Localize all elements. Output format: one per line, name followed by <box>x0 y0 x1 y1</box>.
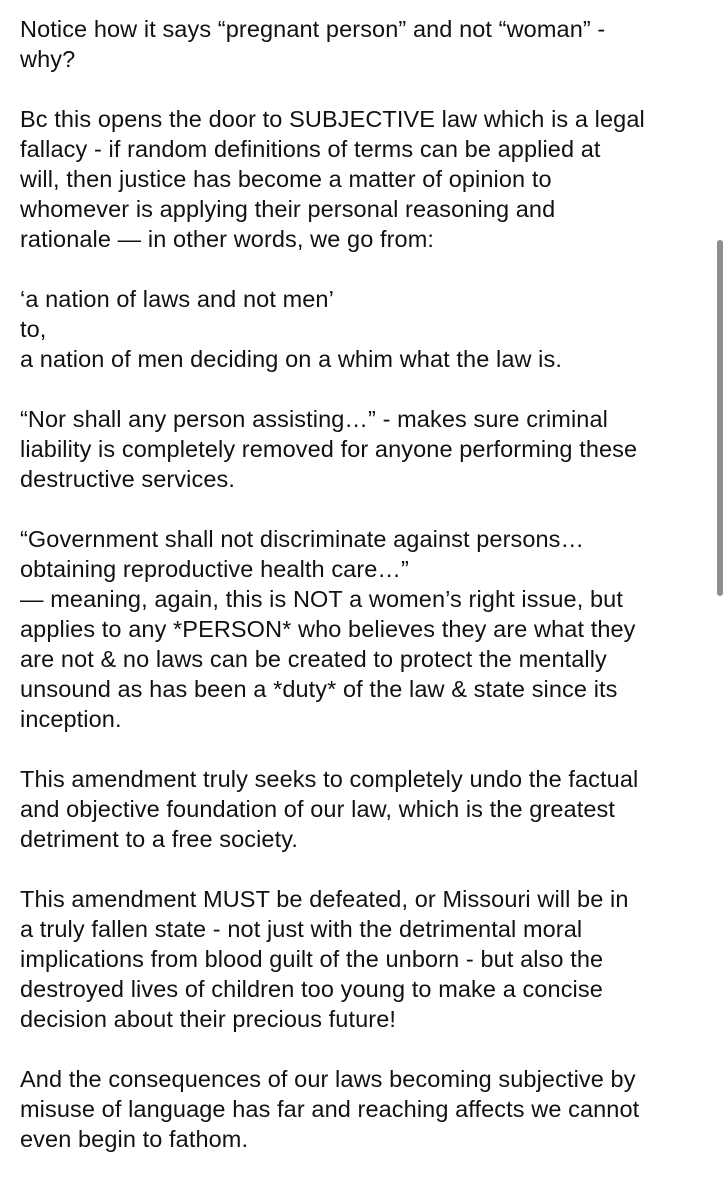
text-line: to, <box>20 316 47 342</box>
text-line: Notice how it says “pregnant person” and not “woman” - <box>20 16 606 42</box>
text-line: applies to any *PERSON* who believes they are what they <box>20 616 636 642</box>
text-line: obtaining reproductive health care…” <box>20 556 409 582</box>
post-text <box>20 14 710 1184</box>
text-line: and objective foundation of our law, which is the greatest <box>20 796 615 822</box>
text-line: This amendment MUST be defeated, or Missouri will be in <box>20 886 629 912</box>
paragraph <box>20 884 710 1034</box>
text-line: destructive services. <box>20 466 235 492</box>
text-line: whomever is applying their personal reasoning and <box>20 196 556 222</box>
paragraph <box>20 524 710 734</box>
scrollbar-thumb[interactable] <box>717 240 723 596</box>
text-line: This amendment truly seeks to completely undo the factual <box>20 766 639 792</box>
text-line: inception. <box>20 706 122 732</box>
text-line: — meaning, again, this is NOT a women’s right issue, but <box>20 586 623 612</box>
text-line: unsound as has been a *duty* of the law & state since its <box>20 676 618 702</box>
text-line: liability is completely removed for anyone performing these <box>20 436 638 462</box>
text-line: why? <box>20 46 76 72</box>
text-line: Bc this opens the door to SUBJECTIVE law which is a legal <box>20 106 645 132</box>
text-line: decision about their precious future! <box>20 1006 397 1032</box>
text-line: implications from blood guilt of the unborn - but also the <box>20 946 604 972</box>
paragraph <box>20 1064 710 1154</box>
paragraph <box>20 104 710 254</box>
paragraph <box>20 14 710 74</box>
vertical-scrollbar[interactable] <box>718 0 726 1200</box>
text-line: are not & no laws can be created to protect the mentally <box>20 646 607 672</box>
text-line: ‘a nation of laws and not men’ <box>20 286 334 312</box>
text-line: And the consequences of our laws becoming subjective by <box>20 1066 636 1092</box>
text-line: “Nor shall any person assisting…” - makes sure criminal <box>20 406 608 432</box>
paragraph <box>20 284 710 374</box>
paragraph <box>20 764 710 854</box>
text-line: a truly fallen state - not just with the detrimental moral <box>20 916 583 942</box>
text-line: misuse of language has far and reaching affects we cannot <box>20 1096 640 1122</box>
text-line: detriment to a free society. <box>20 826 298 852</box>
text-line: a nation of men deciding on a whim what the law is. <box>20 346 562 372</box>
text-line: rationale — in other words, we go from: <box>20 226 435 252</box>
text-line: even begin to fathom. <box>20 1126 249 1152</box>
paragraph <box>20 404 710 494</box>
text-line: destroyed lives of children too young to make a concise <box>20 976 603 1002</box>
text-line: fallacy - if random definitions of terms can be applied at <box>20 136 601 162</box>
text-line: “Government shall not discriminate against persons… <box>20 526 585 552</box>
text-line: will, then justice has become a matter of opinion to <box>20 166 552 192</box>
